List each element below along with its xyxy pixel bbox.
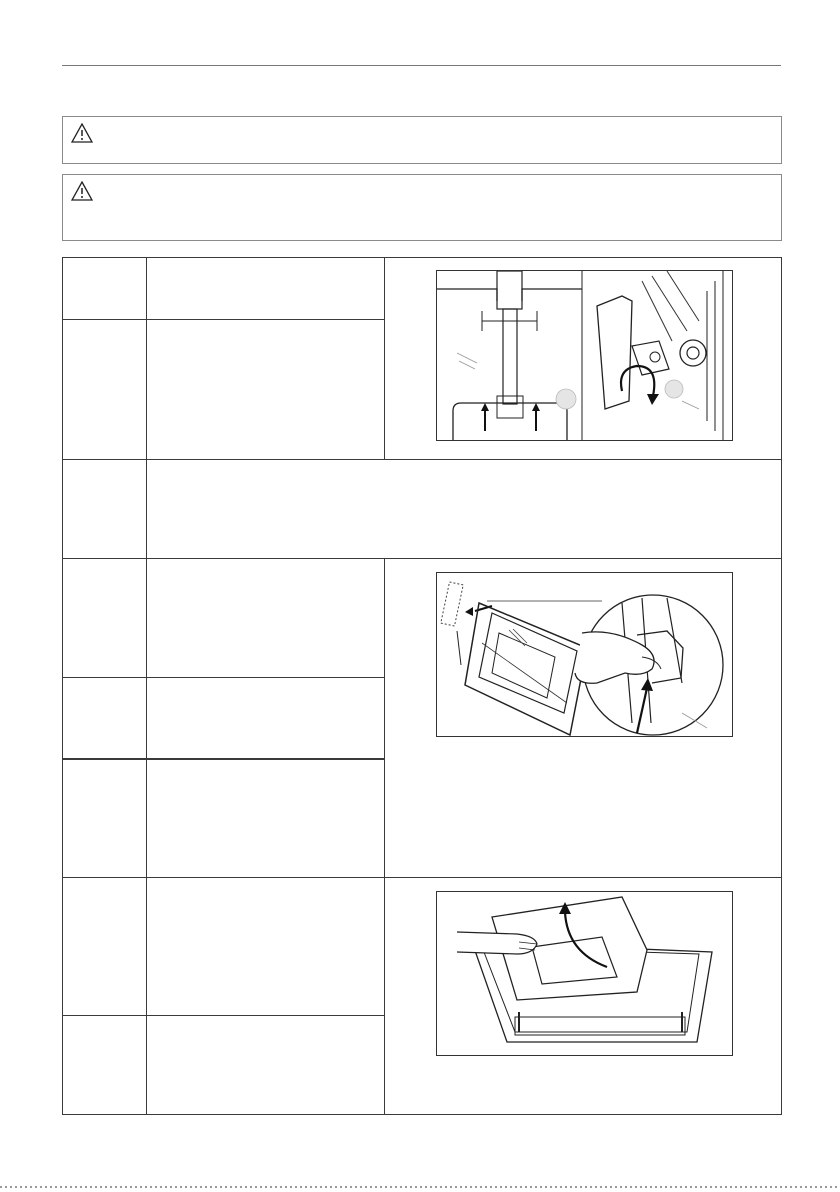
header-rule xyxy=(62,65,781,66)
warning-triangle-icon xyxy=(71,123,93,143)
door-trim-removal-illustration xyxy=(436,572,733,737)
warning-box-2 xyxy=(62,174,782,241)
glass-panel-removal-illustration xyxy=(436,891,733,1056)
hinge-lever-illustration xyxy=(436,270,733,441)
page-bottom-dotted-edge xyxy=(0,1186,840,1188)
warning-box-1 xyxy=(62,116,782,164)
warning-triangle-icon xyxy=(71,181,93,201)
